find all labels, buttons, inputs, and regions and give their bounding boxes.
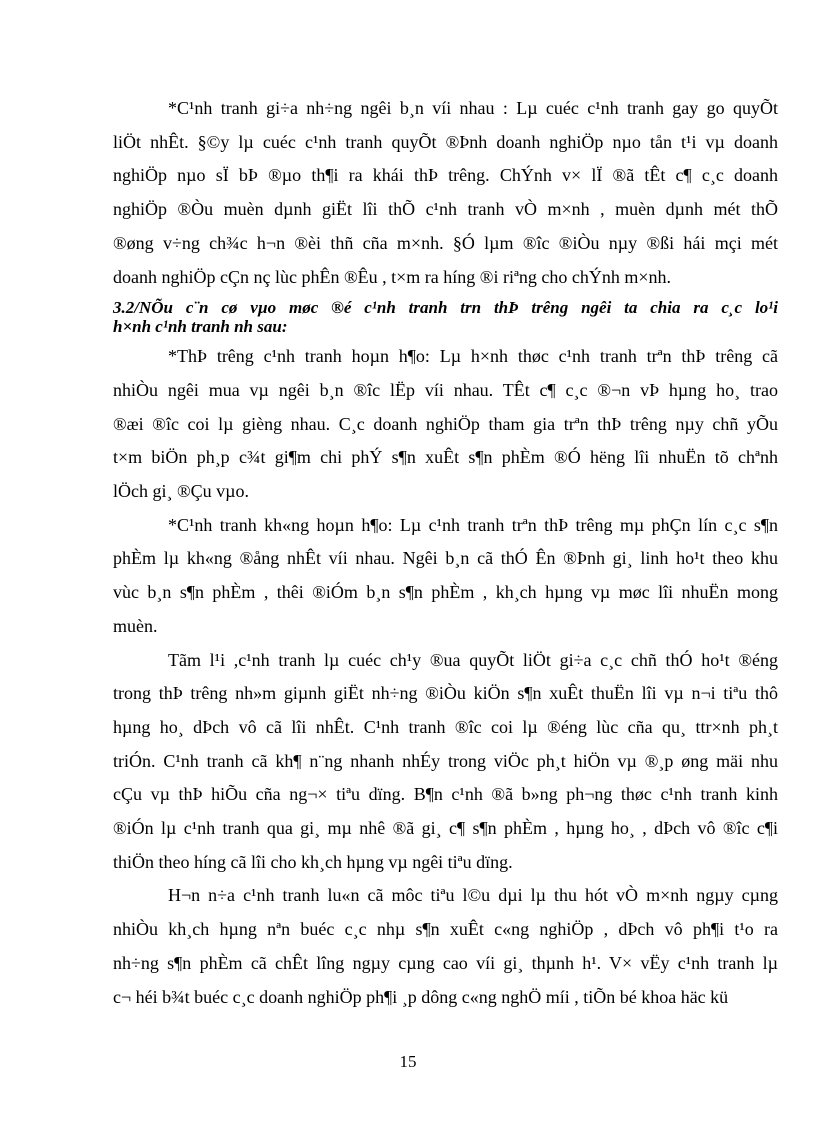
paragraph	[113, 644, 778, 880]
text-line: nhiÒu ngêi mua vµ ngêi b¸n ®îc lËp víi nhau. TÊt c¶ c¸c ®¬n vÞ hµng ho¸ trao	[113, 379, 778, 400]
text-line: trong thÞ trêng nh»m giµnh giËt nh÷ng ®iÒu kiÖn s¶n xuÊt thuËn lîi vµ n¬i tiªu thô	[113, 683, 778, 704]
text-line: triÓn. C¹nh tranh cã kh¶ n¨ng nhanh nhÉy trong viÖc ph¸t hiÖn vµ ®¸p øng mäi nhu	[113, 750, 778, 771]
section-heading	[113, 294, 778, 340]
text-line: cÇu vµ thÞ hiÕu cña ng¬× tiªu dïng. B¶n c¹nh ®ã b»ng ph¬ng thøc c¹nh tranh kinh	[113, 784, 778, 805]
text-line: 3.2/NÕu c¨n cø vµo møc ®é c¹nh tranh trn thÞ trêng ngêi ta chia ra c¸c lo¹i	[113, 298, 778, 318]
document-body	[113, 92, 778, 1014]
text-line: doanh nghiÖp cÇn nç lùc phÊn ®Êu , t×m ra híng ®i riªng cho chÝnh m×nh.	[113, 266, 672, 287]
text-line: ®iÓn lµ c¹nh tranh qua gi¸ mµ nhê ®ã gi¸ c¶ s¶n phÈm , hµng ho¸ , dÞch vô ®îc c¶i	[113, 818, 778, 839]
paragraph	[113, 340, 778, 509]
text-line: *C¹nh tranh gi÷a nh÷ng ngêi b¸n víi nhau : Lµ cuéc c¹nh tranh gay go quyÕt	[168, 98, 778, 118]
text-line: thiÖn theo híng cã lîi cho kh¸ch hµng vµ ngêi tiªu dïng.	[113, 851, 513, 872]
text-line: hµng ho¸ dÞch vô cã lîi nhÊt. C¹nh tranh ®îc coi lµ ®éng lùc cña qu¸ ttr×nh ph¸t	[113, 716, 778, 737]
text-line: nhiÒu kh¸ch hµng nªn buéc c¸c nhµ s¶n xuÊt c«ng nghiÖp , dÞch vô ph¶i t¹o ra	[113, 919, 778, 940]
text-line: liÖt nhÊt. §©y lµ cuéc c¹nh tranh quyÕt ®Þnh doanh nghiÖp nµo tån t¹i vµ doanh	[113, 131, 778, 152]
text-line: phÈm lµ kh«ng ®ång nhÊt víi nhau. Ngêi b¸n cã thÓ Ên ®Þnh gi¸ linh ho¹t theo khu	[113, 548, 778, 569]
text-line: lÖch gi¸ ®Çu vµo.	[113, 481, 250, 502]
text-line: ®øng v÷ng ch¾c h¬n ®èi thñ cña m×nh. §Ó lµm ®îc ®iÒu nµy ®ßi hái mçi mét	[113, 232, 778, 253]
text-line: muèn.	[113, 615, 158, 636]
text-line: Tãm l¹i ,c¹nh tranh lµ cuéc ch¹y ®ua quyÕt liÖt gi÷a c¸c chñ thÓ ho¹t ®éng	[168, 649, 778, 670]
text-line: nh÷ng s¶n phÈm cã chÊt lîng ngµy cµng cao víi gi¸ thµnh h¹. V× vËy c¹nh tranh lµ	[113, 952, 778, 973]
text-line: c¬ héi b¾t buéc c¸c doanh nghiÖp ph¶i ¸p dông c«ng nghÖ míi , tiÕn bé khoa häc kü	[113, 986, 729, 1007]
text-line: H¬n n÷a c¹nh tranh lu«n cã môc tiªu l©u dµi lµ thu hót vÒ m×nh ngµy cµng	[168, 885, 778, 906]
text-line: nghiÖp nµo sÏ bÞ ®µo th¶i ra khái thÞ trêng. ChÝnh v× lÏ ®ã tÊt c¶ c¸c doanh	[113, 165, 778, 186]
text-line: h×nh c¹nh tranh nh sau:	[113, 317, 288, 337]
text-line: vùc b¸n s¶n phÈm , thêi ®iÓm b¸n s¶n phÈm , kh¸ch hµng vµ møc lîi nhuËn mong	[113, 582, 778, 603]
text-line: t×m biÖn ph¸p c¾t gi¶m chi phÝ s¶n xuÊt s¶n phÈm ®Ó hëng lîi nhuËn tõ chªnh	[113, 447, 778, 468]
paragraph	[113, 879, 778, 1014]
text-line: nghiÖp ®Òu muèn dµnh giËt lîi thÕ c¹nh tranh vÒ m×nh , muèn dµnh mét thÕ	[113, 199, 778, 220]
paragraph	[113, 509, 778, 644]
paragraph	[113, 92, 778, 294]
text-line: ®æi ®îc coi lµ gièng nhau. C¸c doanh nghiÖp tham gia trªn thÞ trêng nµy chñ yÕu	[113, 413, 778, 434]
page-number: 15	[399, 1052, 417, 1071]
text-line: *C¹nh tranh kh«ng hoµn h¶o: Lµ c¹nh tranh trªn thÞ trêng mµ phÇn lín c¸c s¶n	[168, 514, 778, 535]
text-line: *ThÞ trêng c¹nh tranh hoµn h¶o: Lµ h×nh thøc c¹nh tranh trªn thÞ trêng cã	[168, 346, 778, 367]
